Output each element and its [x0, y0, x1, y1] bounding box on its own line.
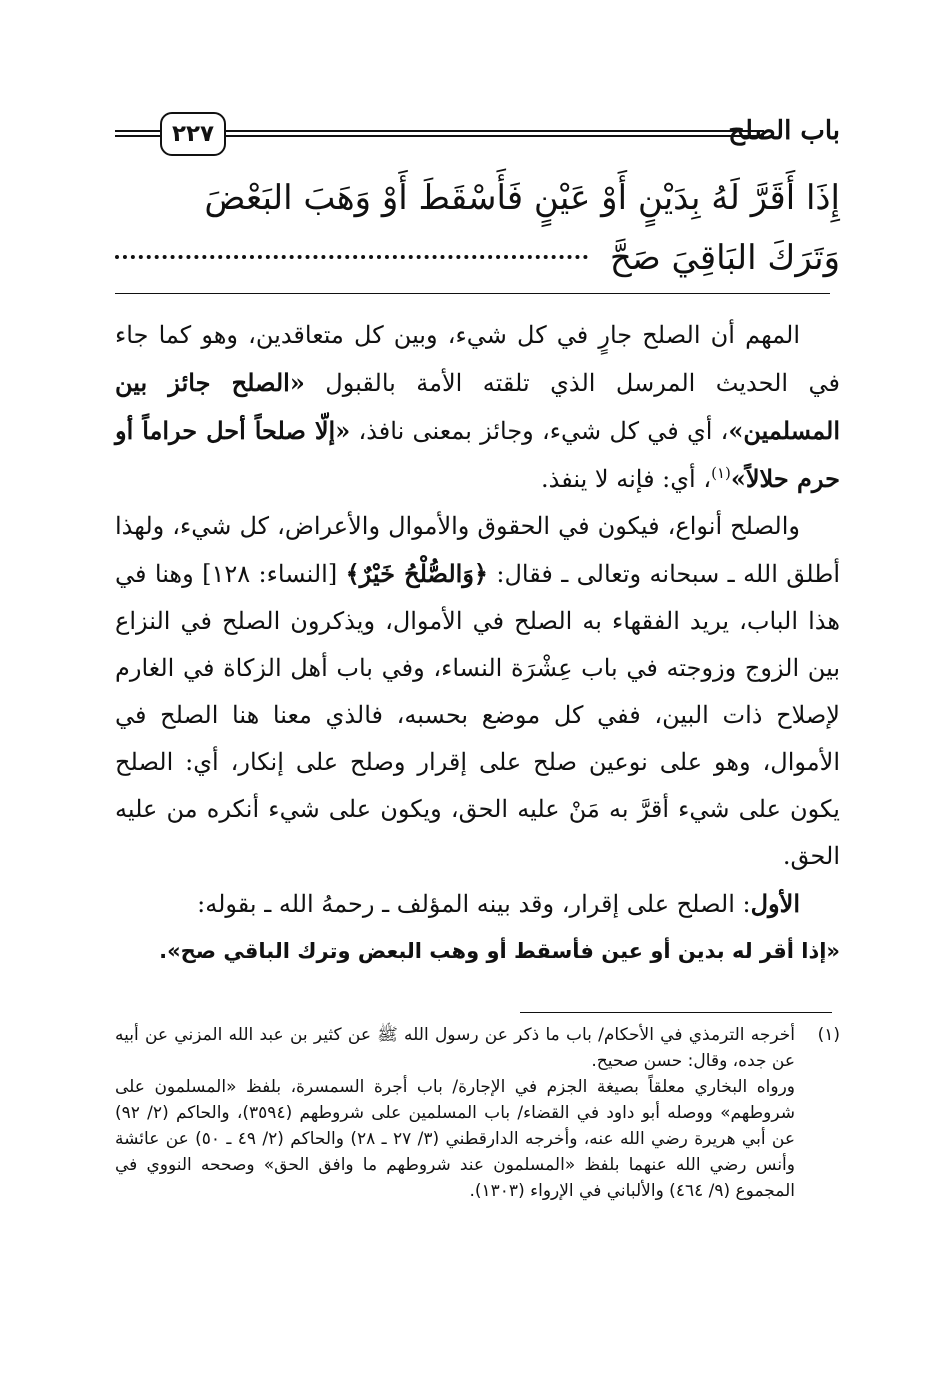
footnotes	[115, 1022, 840, 1204]
page-header	[115, 108, 840, 158]
matn-line-2: وَتَرَكَ البَاقِيَ صَحَّ	[609, 238, 840, 278]
footnote-ref-1[interactable]: (١)	[711, 464, 731, 482]
matn-line-1: إِذَا أَقَرَّ لَهُ بِدَيْنٍ أَوْ عَيْنٍ فَأَسْقَطَ أَوْ وَهَبَ البَعْضَ	[204, 178, 840, 218]
paragraph-2	[115, 503, 840, 880]
footnote-paragraph: ورواه البخاري معلقاً بصيغة الجزم في الإجارة/ باب أجرة السمسرة، بلفظ «المسلمون على شروطهم» ووصله أبو داود في القضاء/ باب المسلمين على شروطهم (٣٥٩٤)، والحاكم (٢/ ٩٢) عن أبي هريرة رضي الله عنه، وأخرجه الدارقطني (٣/ ٢٧ ـ ٢٨) والحاكم (٢/ ٤٩ ـ ٥٠) عن عائشة وأنس رضي الله عنهما بلفظ «المسلمون عند شروطهم ما وافق الحق» وصححه النووي في المجموع (٩/ ٤٦٤) والألباني في الإرواء (١٣٠٣).	[115, 1077, 796, 1201]
p1-text-c: ، أي: فإنه لا ينفذ.	[540, 465, 712, 493]
page-number: ٢٢٧	[171, 121, 215, 147]
hadith-quote-1: «الصلح جائز بين المسلمين»	[115, 368, 840, 445]
footnote-1	[115, 1022, 840, 1204]
commentary-body	[115, 312, 840, 975]
p2-text-b: [النساء: ١٢٨] وهنا في هذا الباب، يريد الفقهاء به الصلح في الأموال، ويذكرون الصلح في النزاع بين الزوج وزوجته في باب عِشْرَة النساء، وفي باب أهل الزكاة في الغارم لإصلاح ذات البين، ففي كل موضع بحسبه، فالذي معنا هنا الصلح في الأموال، وهو على نوعين صلح على إقرار وصلح على إنكار، أي: الصلح يكون على شيء أقرَّ به مَنْ عليه الحق، ويكون على شيء أنكره من عليه الحق.	[115, 560, 841, 870]
dotted-leader	[115, 255, 588, 259]
chapter-title: باب الصلح	[728, 116, 840, 146]
footnote-paragraph: أخرجه الترمذي في الأحكام/ باب ما ذكر عن رسول الله ﷺ عن كثير بن عبد الله المزني عن أبيه عن جده، وقال: حسن صحيح.	[115, 1025, 795, 1071]
footnote-number: (١)	[817, 1025, 840, 1045]
hadith-quote-2: «إلّا صلحاً أحل حراماً أو حرم حلالاً»	[115, 416, 840, 493]
paragraph-3	[115, 880, 840, 928]
footnote-body	[115, 1022, 795, 1204]
first-type-label: الأول	[750, 889, 800, 918]
matn-line-2-row	[115, 228, 840, 288]
p3-text: : الصلح على إقرار، وقد بينه المؤلف ـ رحمهُ الله ـ بقوله:	[197, 890, 751, 918]
paragraph-1	[115, 312, 840, 503]
matn-quote-line: «إذا أقر له بدين أو عين فأسقط أو وهب البعض وترك الباقي صح».	[159, 939, 840, 963]
matn-text	[115, 168, 840, 288]
header-rule-left	[115, 130, 160, 137]
footnote-separator	[520, 1012, 832, 1013]
p2-text-a: والصلح أنواع، فيكون في الحقوق والأموال والأعراض، كل شيء، ولهذا أطلق الله ـ سبحانه وتعالى ـ فقال:	[115, 512, 840, 588]
matn-separator-rule	[115, 293, 830, 294]
p1-text-b: ، أي في كل شيء، وجائز بمعنى نافذ،	[350, 417, 729, 445]
page-number-box	[160, 112, 226, 156]
header-rule-right	[224, 130, 764, 137]
quran-verse: ﴿وَالصُّلْحُ خَيْرٌ﴾	[345, 559, 488, 588]
p1-text-a: المهم أن الصلح جارٍ في كل شيء، وبين كل متعاقدين، وهو كما جاء في الحديث المرسل الذي تلقته الأمة بالقبول	[115, 321, 840, 397]
